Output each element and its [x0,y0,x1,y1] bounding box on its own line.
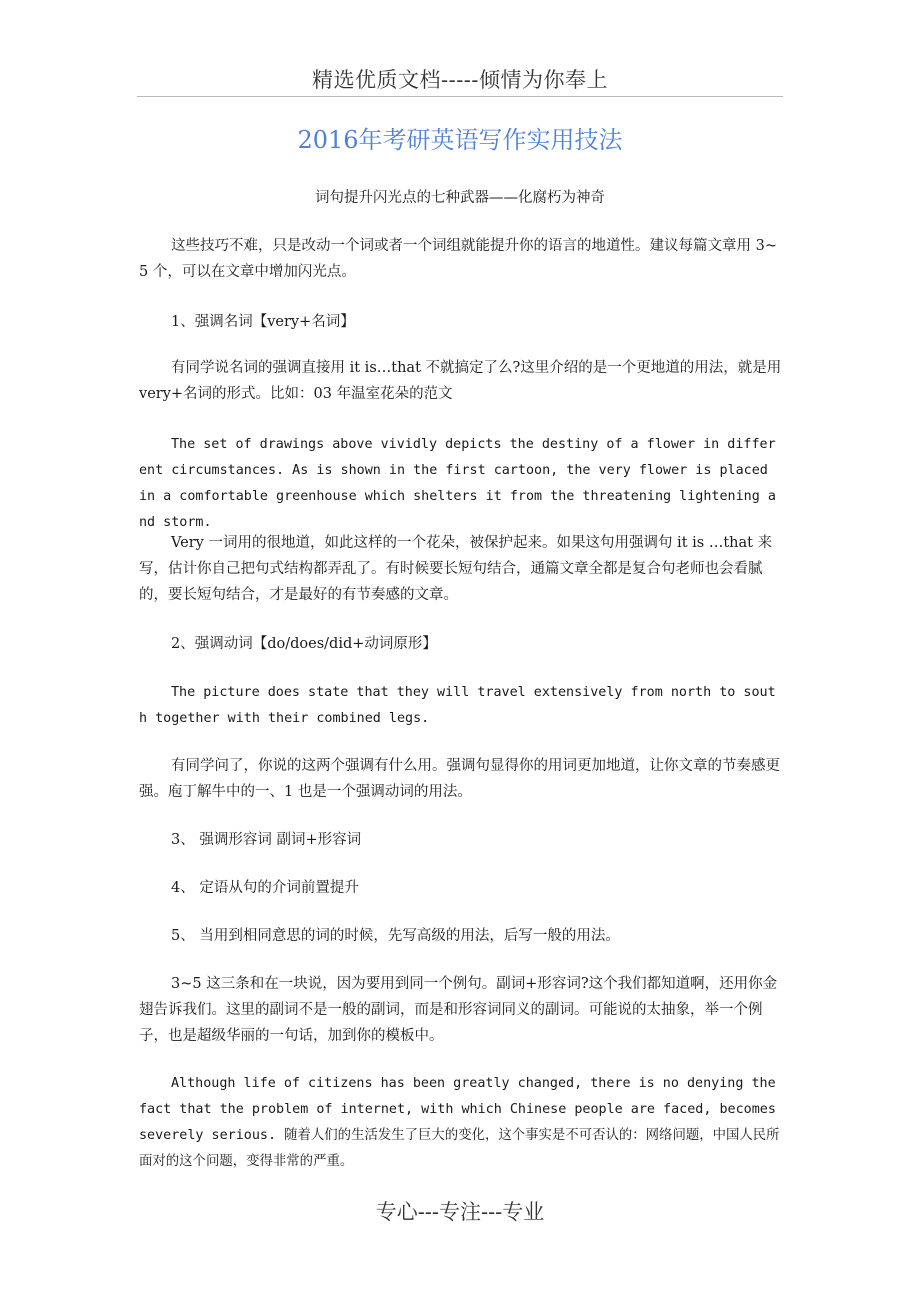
document-title: 2016年考研英语写作实用技法 [297,126,623,154]
document-subtitle: 词句提升闪光点的七种武器——化腐朽为神奇 [315,190,605,206]
section-heading-2: 2、强调动词【do/does/did+动词原形】 [171,636,437,652]
paragraph-example-internet: Although life of citizens has been greatly changed, there is no denying the fact that the problem of internet, with which Chinese people are faced, becomes severely serious. 随着人们的生活发生了巨大的变化，这个事实是不可否认的：网络问题，中国人民所面对的这个问题，变得非常的严重。 [139,1076,780,1169]
paragraph-example-picture: The picture does state that they will travel extensively from north to south together with their combined legs. [139,685,776,726]
page-header: 精选优质文档-----倾情为你奉上 [312,68,608,92]
paragraph-combined-explanation: 3~5 这三条和在一块说，因为要用到同一个例句。副词+形容词?这个我们都知道啊，还用你金翅告诉我们。这里的副词不是一般的副词，而是和形容词同义的副词。可能说的太抽象，举一个例子，也是超级华丽的一句话，加到你的模板中。 [139,976,778,1044]
paragraph-emphasis-explanation: 有同学问了，你说的这两个强调有什么用。强调句显得你的用词更加地道，让你文章的节奏感更强。庖丁解牛中的一、1 也是一个强调动词的用法。 [139,758,780,800]
paragraph-intro: 这些技巧不难，只是改动一个词或者一个词组就能提升你的语言的地道性。建议每篇文章用 3~5 个，可以在文章中增加闪光点。 [139,238,777,280]
section-heading-5: 5、 当用到相同意思的词的时候，先写高级的用法，后写一般的用法。 [171,928,620,944]
paragraph-example-flower: The set of drawings above vividly depicts the destiny of a flower in different circumstances. As is shown in the first cartoon, the very flower is placed in a comfortable greenhouse which shelters it from the threatening lightening and storm. [139,437,776,530]
page-footer: 专心---专注---专业 [375,1200,545,1224]
section-heading-4: 4、 定语从句的介词前置提升 [171,880,359,896]
header-divider [137,96,783,97]
section-heading-1: 1、强调名词【very+名词】 [171,314,355,330]
paragraph-very-explanation: Very 一词用的很地道，如此这样的一个花朵，被保护起来。如果这句用强调句 it is …that 来写，估计你自己把句式结构都弄乱了。有时候要长短句结合，通篇文章全都是复合句老师也会看腻的，要长短句结合，才是最好的有节奏感的文章。 [139,535,773,603]
paragraph-noun-emphasis: 有同学说名词的强调直接用 it is…that 不就搞定了么?这里介绍的是一个更地道的用法，就是用 very+名词的形式。比如：03 年温室花朵的范文 [139,360,782,402]
section-heading-3: 3、 强调形容词 副词+形容词 [171,832,362,848]
